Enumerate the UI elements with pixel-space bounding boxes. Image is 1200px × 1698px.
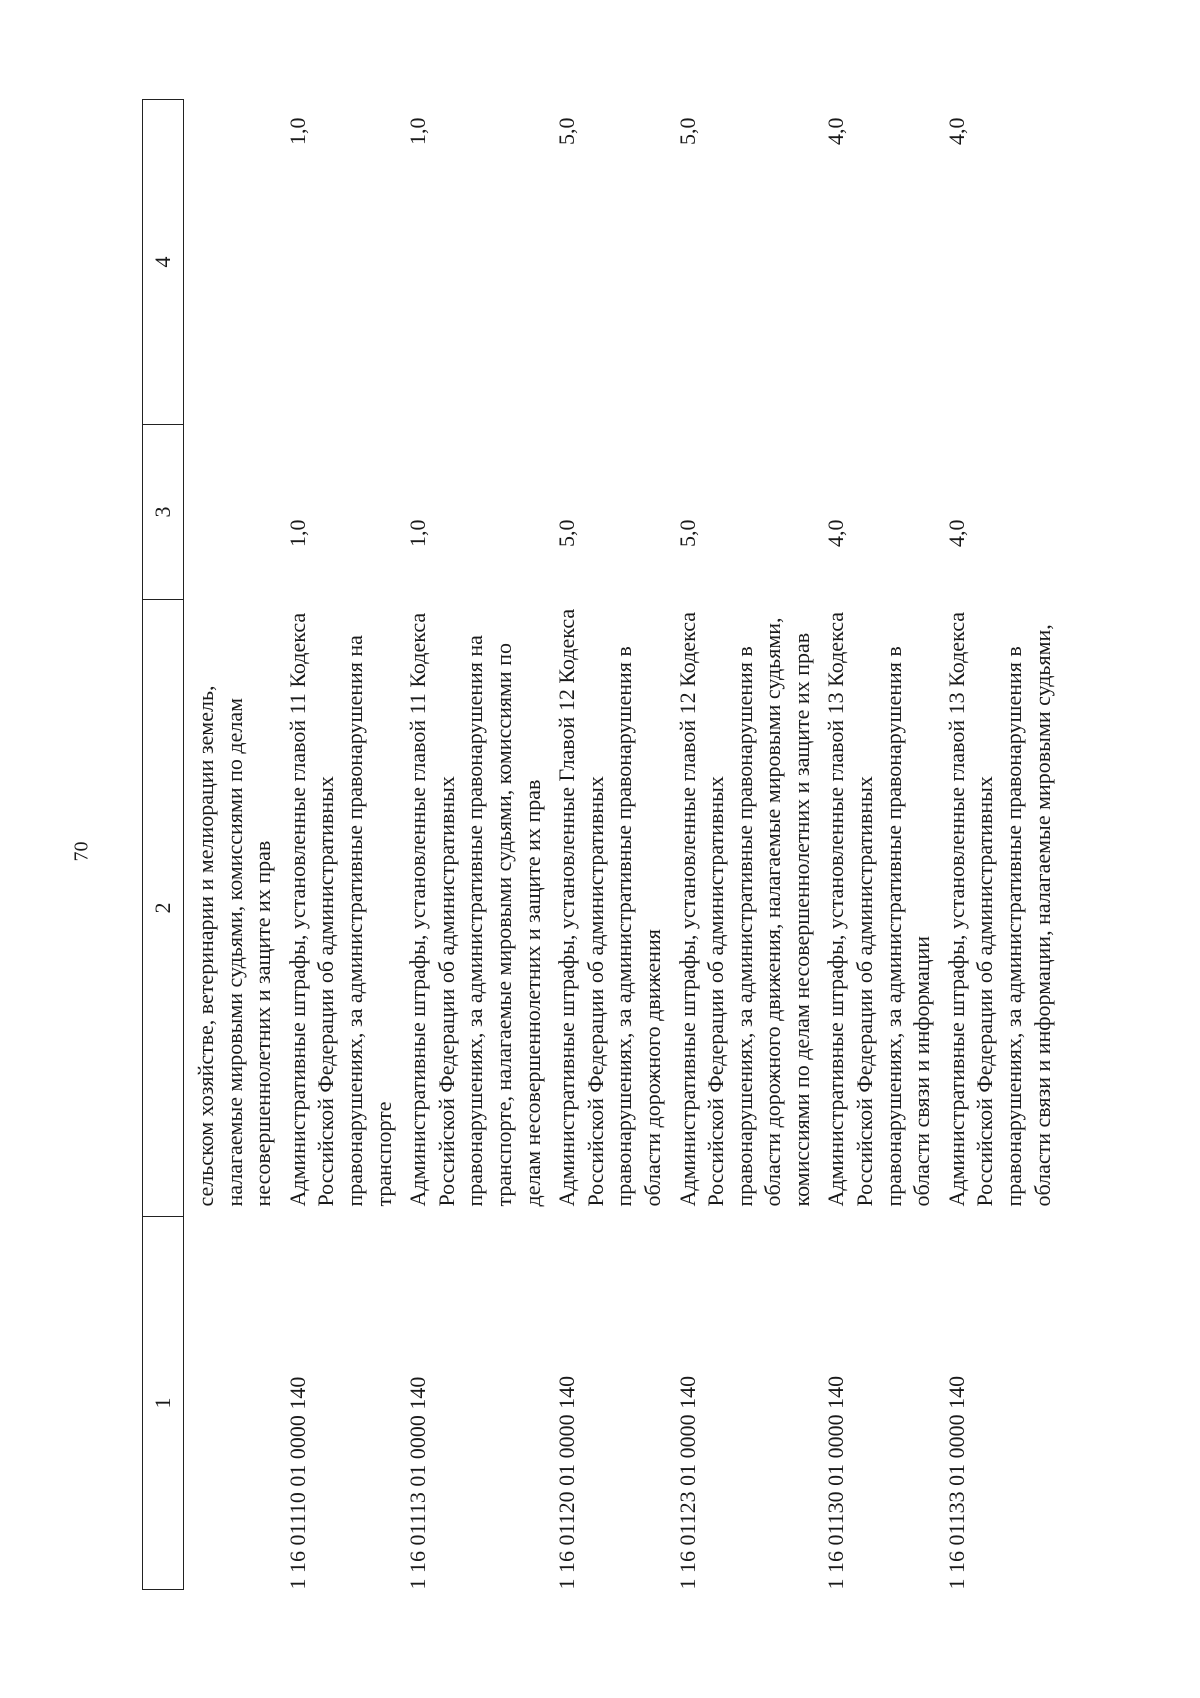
table-row bbox=[668, 100, 817, 1590]
row-description: Административные штрафы, установленные Главой 12 Кодекса Российской Федерации об административных правонарушениях, за административные правонарушения в области дорожного движения bbox=[554, 608, 665, 1207]
row-description: Административные штрафы, установленные главой 11 Кодекса Российской Федерации об административных правонарушениях, за административные правонарушения на транспорте, налагаемые мировыми судьями, комиссиями по делам несовершеннолетних и защите их прав bbox=[405, 612, 545, 1207]
row-value-col4: 4,0 bbox=[943, 117, 969, 145]
row-code: 1 16 01133 01 0000 140 bbox=[943, 1375, 969, 1590]
row-description: Административные штрафы, установленные главой 13 Кодекса Российской Федерации об административных правонарушениях, за административные правонарушения в области связи и информации, налагаемые мировыми судьями, bbox=[943, 611, 1055, 1207]
row-value-col4: 4,0 bbox=[823, 117, 849, 145]
row-value-col3: 1,0 bbox=[284, 519, 310, 547]
row-code: 1 16 01123 01 0000 140 bbox=[674, 1375, 700, 1590]
header-row bbox=[143, 100, 184, 1590]
header-col-3: 3 bbox=[143, 425, 184, 600]
row-value-col4: 1,0 bbox=[405, 117, 431, 145]
row-code: 1 16 01130 01 0000 140 bbox=[823, 1375, 849, 1590]
row-code: 1 16 01110 01 0000 140 bbox=[284, 1376, 310, 1590]
table-row bbox=[184, 100, 278, 1590]
row-value-col3: 4,0 bbox=[943, 519, 969, 547]
row-description: Административные штрафы, установленные главой 12 Кодекса Российской Федерации об административных правонарушениях, за административные правонарушения в области дорожного движения, налагаемые мировыми судьями, комиссиями по делам несовершеннолетних и защите их прав bbox=[674, 611, 814, 1207]
row-value-col3: 5,0 bbox=[674, 519, 700, 547]
row-description: сельском хозяйстве, ветеринарии и мелиорации земель, налагаемые мировыми судьями, комиссиями по делам несовершеннолетних и защите их прав bbox=[193, 685, 276, 1207]
page-number: 70 bbox=[70, 841, 93, 862]
header-col-2: 2 bbox=[143, 600, 184, 1217]
row-value-col3: 1,0 bbox=[405, 519, 431, 547]
header-col-4: 4 bbox=[143, 100, 184, 425]
row-description: Административные штрафы, установленные главой 11 Кодекса Российской Федерации об административных правонарушениях, за административные правонарушения на транспорте bbox=[284, 612, 396, 1207]
row-value-col4: 5,0 bbox=[674, 117, 700, 145]
rotated-table-container bbox=[142, 100, 1055, 1590]
row-code: 1 16 01113 01 0000 140 bbox=[405, 1376, 431, 1590]
row-value-col4 bbox=[184, 100, 278, 425]
row-code bbox=[184, 1217, 278, 1590]
table-row bbox=[816, 100, 936, 1590]
row-value-col4: 5,0 bbox=[554, 117, 580, 145]
table-row bbox=[398, 100, 547, 1590]
row-value-col3 bbox=[184, 425, 278, 600]
row-description: Административные штрафы, установленные главой 13 Кодекса Российской Федерации об административных правонарушениях, за административные правонарушения в области связи и информации bbox=[823, 611, 935, 1207]
row-value-col4: 1,0 bbox=[284, 117, 310, 145]
row-code: 1 16 01120 01 0000 140 bbox=[554, 1375, 580, 1590]
table-row bbox=[278, 100, 398, 1590]
row-value-col3: 5,0 bbox=[554, 519, 580, 547]
budget-table bbox=[142, 99, 1057, 1590]
row-value-col3: 4,0 bbox=[823, 519, 849, 547]
table-row bbox=[937, 100, 1057, 1590]
header-col-1: 1 bbox=[143, 1217, 184, 1590]
table-row bbox=[547, 100, 667, 1590]
